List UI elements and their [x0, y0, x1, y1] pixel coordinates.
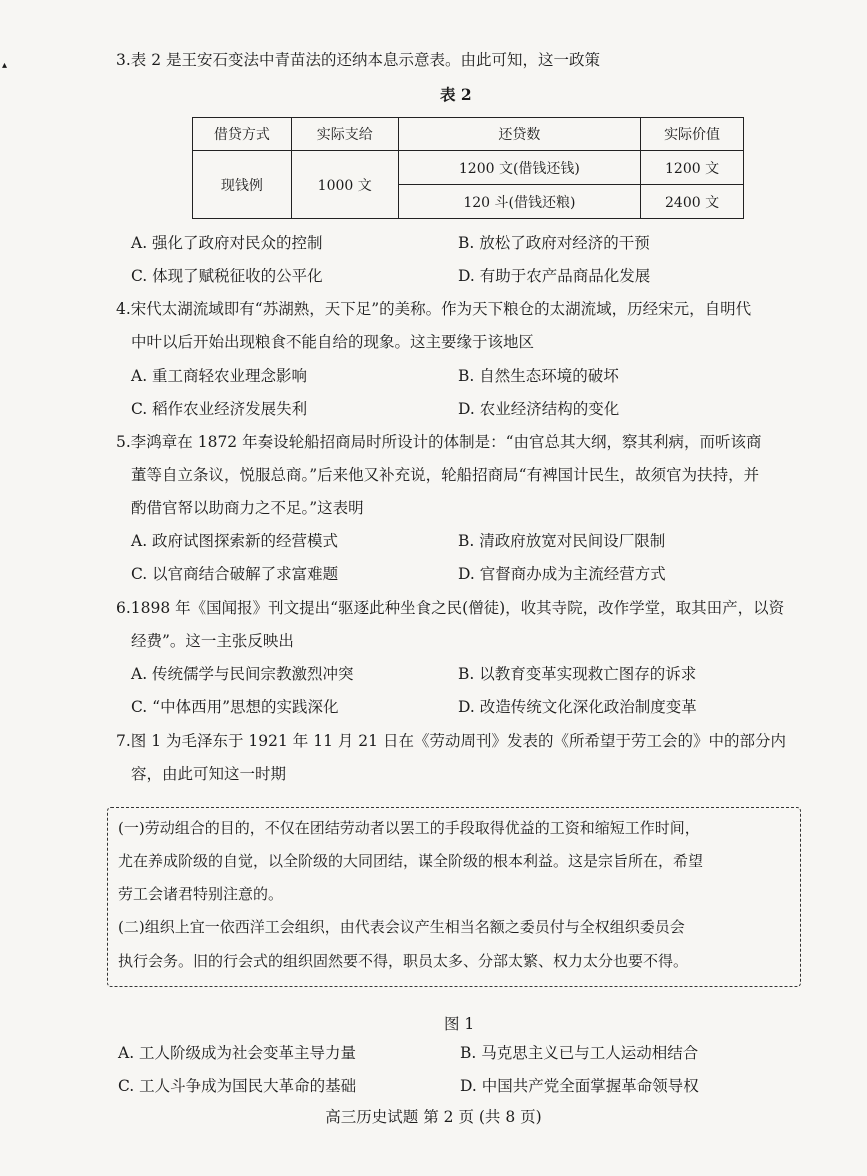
- q6-option-d: D. 改造传统文化深化政治制度变革: [458, 698, 697, 716]
- q5-stem-line3: 酌借官帑以助商力之不足。”这表明: [131, 499, 364, 517]
- table-cell-repay: 1200 文(借钱还钱): [398, 151, 641, 185]
- q6-stem-line1: 6.1898 年《国闻报》刊文提出“驱逐此种坐食之民(僧徒)，收其寺院，改作学堂，取其田产，以资: [116, 599, 785, 617]
- q5-option-c: C. 以官商结合破解了求富难题: [131, 565, 339, 583]
- quote-line: (一)劳动组合的目的，不仅在团结劳动者以罢工的手段取得优益的工资和缩短工作时间，: [118, 819, 700, 837]
- lending-table: [192, 117, 744, 219]
- table-header-row: [193, 118, 744, 151]
- q4-option-a: A. 重工商轻农业理念影响: [131, 367, 308, 385]
- q7-stem-line2: 容，由此可知这一时期: [131, 765, 287, 783]
- q3-option-b: B. 放松了政府对经济的干预: [458, 234, 650, 252]
- q6-option-c: C. “中体西用”思想的实践深化: [131, 698, 339, 716]
- table-cell-method: 现钱例: [193, 151, 292, 219]
- figure-caption: 图 1: [444, 1015, 475, 1033]
- q5-option-d: D. 官督商办成为主流经营方式: [458, 565, 666, 583]
- q5-stem-line1: 5.李鸿章在 1872 年奏设轮船招商局时所设计的体制是：“由官总其大纲，察其利病，而听该商: [116, 433, 762, 451]
- quote-line: 劳工会诸君特别注意的。: [118, 885, 284, 903]
- quote-box: [107, 807, 801, 987]
- q4-option-c: C. 稻作农业经济发展失利: [131, 400, 308, 418]
- quote-line: (二)组织上宜一依西洋工会组织，由代表会议产生相当名额之委员付与全权组织委员会: [118, 918, 685, 936]
- q4-stem-line1: 4.宋代太湖流域即有“苏湖熟，天下足”的美称。作为天下粮仓的太湖流域，历经宋元，自明代: [116, 300, 752, 318]
- q3-option-d: D. 有助于农产品商品化发展: [458, 267, 651, 285]
- q5-stem-line2: 董等自立条议，悦服总商。”后来他又补充说，轮船招商局“有裨国计民生，故须官为扶持，并: [131, 466, 760, 484]
- q7-option-d: D. 中国共产党全面掌握革命领导权: [460, 1077, 699, 1095]
- q7-option-a: A. 工人阶级成为社会变革主导力量: [118, 1044, 357, 1062]
- q7-option-c: C. 工人斗争成为国民大革命的基础: [118, 1077, 357, 1095]
- q3-option-a: A. 强化了政府对民众的控制: [131, 234, 323, 252]
- table-header-cell: 实际支给: [291, 118, 398, 151]
- q7-option-b: B. 马克思主义已与工人运动相结合: [460, 1044, 699, 1062]
- table-cell-given: 1000 文: [291, 151, 398, 219]
- table-header-cell: 还贷数: [398, 118, 641, 151]
- q4-option-b: B. 自然生态环境的破坏: [458, 367, 619, 385]
- table-cell-repay: 120 斗(借钱还粮): [398, 185, 641, 219]
- q6-option-a: A. 传统儒学与民间宗教激烈冲突: [131, 665, 354, 683]
- q4-option-d: D. 农业经济结构的变化: [458, 400, 620, 418]
- q3-stem: 3.表 2 是王安石变法中青苗法的还纳本息示意表。由此可知，这一政策: [116, 51, 601, 69]
- table-cell-value: 2400 文: [641, 185, 744, 219]
- q6-stem-line2: 经费”。这一主张反映出: [131, 632, 294, 650]
- table-cell-value: 1200 文: [641, 151, 744, 185]
- q7-stem-line1: 7.图 1 为毛泽东于 1921 年 11 月 21 日在《劳动周刊》发表的《所希望于劳工会的》中的部分内: [116, 732, 786, 750]
- q5-option-b: B. 清政府放宽对民间设厂限制: [458, 532, 666, 550]
- table-row: [193, 151, 744, 185]
- page-footer: 高三历史试题 第 2 页 (共 8 页): [325, 1108, 542, 1126]
- scan-mark: ▴: [2, 60, 8, 71]
- q6-option-b: B. 以教育变革实现救亡图存的诉求: [458, 665, 697, 683]
- q5-option-a: A. 政府试图探索新的经营模式: [131, 532, 339, 550]
- table-caption: 表 2: [440, 85, 472, 104]
- quote-line: 执行会务。旧的行会式的组织固然要不得，职员太多、分部太繁、权力太分也要不得。: [118, 952, 689, 970]
- table-header-cell: 借贷方式: [193, 118, 292, 151]
- quote-line: 尤在养成阶级的自觉，以全阶级的大同团结，谋全阶级的根本利益。这是宗旨所在，希望: [118, 852, 704, 870]
- table-header-cell: 实际价值: [641, 118, 744, 151]
- q3-option-c: C. 体现了赋税征收的公平化: [131, 267, 323, 285]
- q4-stem-line2: 中叶以后开始出现粮食不能自给的现象。这主要缘于该地区: [131, 333, 535, 351]
